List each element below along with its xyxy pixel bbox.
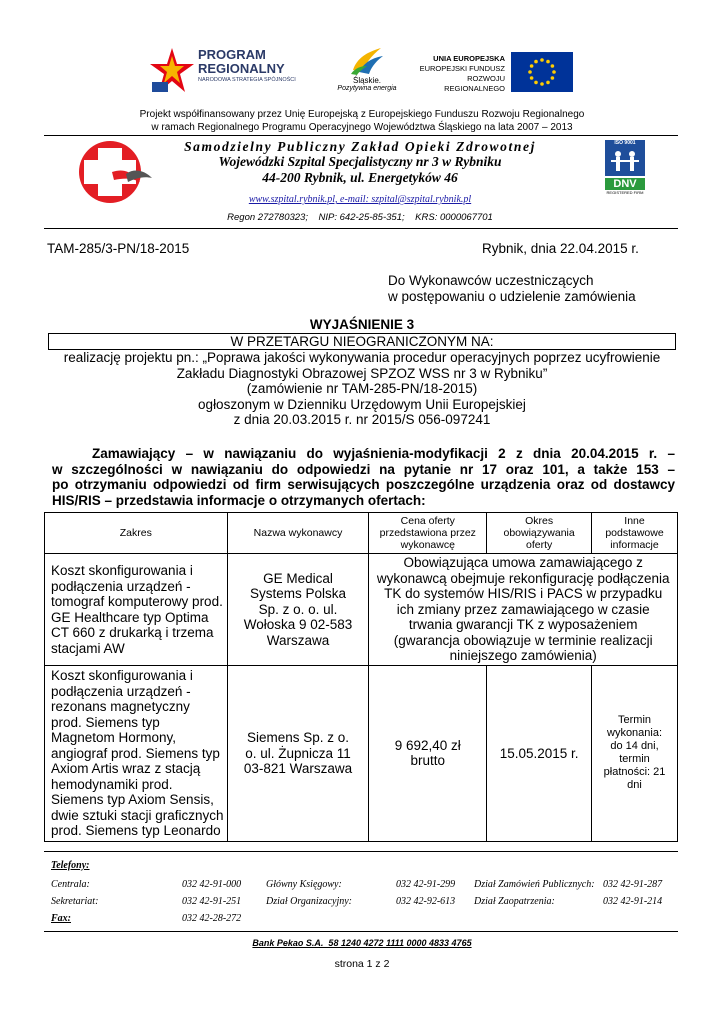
- desc-line-4: ogłoszonym w Dzienniku Urzędowym Unii Europejskiej: [198, 396, 526, 412]
- iso-label: ISO 9001: [605, 140, 645, 146]
- slaskie-line2: Pozytywna energia: [337, 85, 397, 92]
- footer-organizational-phone: 032 42-92-613: [396, 896, 456, 907]
- certificate-figure-icon: [605, 146, 645, 176]
- footer-procurement-phone: 032 42-91-287: [603, 879, 663, 890]
- header-scope: Zakres: [45, 513, 228, 554]
- desc-line-3: (zamówienie nr TAM-285-PN/18-2015): [246, 381, 478, 396]
- eu-line1: UNIA EUROPEJSKA: [433, 54, 505, 63]
- table-row: [45, 554, 678, 666]
- table-row: [45, 666, 678, 842]
- hospital-cross-icon: [70, 138, 158, 208]
- addressee-line-2: w postępowaniu o udzielenie zamówienia: [388, 289, 636, 304]
- slaskie-logo: [332, 44, 402, 98]
- eu-line3: ROZWOJU REGIONALNEGO: [444, 74, 505, 93]
- eu-logo: [405, 52, 575, 96]
- row2-price: 9 692,40 zł brutto: [369, 666, 487, 842]
- footer-rule-2: [44, 931, 678, 932]
- page-number: strona 1 z 2: [334, 958, 390, 970]
- row2-contractor: Siemens Sp. z o. o. ul. Żupnicza 11 03-821 Warszawa: [227, 666, 369, 842]
- document-title: WYJAŚNIENIE 3: [309, 317, 415, 332]
- desc-line-5: z dnia 20.03.2015 r. nr 2015/S 056-097241: [233, 412, 491, 427]
- header-price: Cena oferty przedstawiona przez wykonawcę: [369, 513, 487, 554]
- iso-dnv-certificate: [605, 140, 645, 206]
- program-line2: REGIONALNY: [198, 61, 285, 76]
- dnv-label: DNV: [605, 178, 645, 190]
- row1-scope: Koszt skonfigurowania i podłączenia urządzeń - tomograf komputerowy prod. GE Healthcare typ Optima CT 660 z drukarką i trzema stacjami AW: [45, 554, 228, 666]
- header-other: Inne podstawowe informacje: [592, 513, 678, 554]
- program-regionalny-logo: [150, 44, 310, 98]
- footer-supply-label: Dział Zaopatrzenia:: [474, 896, 555, 907]
- footer-centrala-label: Centrala:: [51, 879, 90, 890]
- document-subtitle: W PRZETARGU NIEOGRANICZONYM NA:: [48, 333, 676, 350]
- paragraph-line-4: HIS/RIS – przedstawia informacje o otrzymanych ofertach:: [52, 492, 426, 508]
- hospital-web-link[interactable]: www.szpital.rybnik.pl, e-mail: szpital@szpital.rybnik.pl: [248, 194, 472, 205]
- desc-line-2: Zakładu Diagnostyki Obrazowej SPZOZ WSS nr 3 w Rybniku”: [176, 365, 548, 381]
- program-line3: NARODOWA STRATEGIA SPÓJNOŚCI: [198, 77, 296, 83]
- row1-contractor: GE Medical Systems Polska Sp. z o. o. ul. Wołoska 9 02-583 Warszawa: [227, 554, 369, 666]
- paragraph-line-2: w szczególności w nawiązaniu do odpowiedzi na pytanie nr 17 oraz 101, a także 153 –: [52, 461, 675, 477]
- letterhead-rule: [44, 228, 678, 229]
- order-description: [30, 350, 694, 428]
- addressee-line-1: Do Wykonawców uczestniczących: [388, 273, 594, 288]
- table-header-row: [45, 513, 678, 554]
- row2-other: Termin wykonania: do 14 dni, termin płatności: 21 dni: [592, 666, 678, 842]
- header-rule: [44, 135, 678, 136]
- slaskie-line1: Śląskie.: [352, 76, 381, 85]
- hospital-name-2: Wojewódzki Szpital Specjalistyczny nr 3 w Rybniku: [218, 154, 502, 169]
- fax-label: Fax:: [51, 913, 71, 924]
- bank-account: Bank Pekao S.A. 58 1240 4272 1111 0000 4833 4765: [252, 938, 472, 948]
- hospital-address: 44-200 Rybnik, ul. Energetyków 46: [262, 170, 458, 185]
- phones-label: Telefony:: [51, 860, 90, 871]
- header-validity: Okres obowiązywania oferty: [487, 513, 592, 554]
- main-paragraph: [52, 446, 675, 508]
- footer-accountant-phone: 032 42-91-299: [396, 879, 456, 890]
- footer-secretariat-label: Sekretariat:: [51, 896, 99, 907]
- footer-supply-phone: 032 42-91-214: [603, 896, 663, 907]
- footer-centrala-phone: 032 42-91-000: [182, 879, 242, 890]
- footer-secretariat-phone: 032 42-91-251: [182, 896, 242, 907]
- eu-line2: EUROPEJSKI FUNDUSZ: [419, 64, 505, 73]
- registered-firm-label: REGISTERED FIRM: [606, 190, 644, 195]
- footer-organizational-label: Dział Organizacyjny:: [266, 896, 353, 907]
- eu-flag-icon: [511, 52, 573, 92]
- footer-procurement-label: Dział Zamówień Publicznych:: [474, 879, 595, 890]
- project-line-1: Projekt współfinansowany przez Unię Europejską z Europejskiego Funduszu Rozwoju Regionalnego: [139, 109, 585, 120]
- hospital-name-1: Samodzielny Publiczny Zakład Opieki Zdrowotnej: [184, 139, 536, 154]
- row2-validity: 15.05.2015 r.: [487, 666, 592, 842]
- project-line-2: w ramach Regionalnego Programu Operacyjnego Województwa Śląskiego na lata 2007 – 2013: [151, 122, 573, 133]
- fax-number: 032 42-28-272: [182, 913, 242, 924]
- hospital-ids: Regon 272780323; NIP: 642-25-85-351; KRS: 0000067701: [227, 212, 493, 223]
- paragraph-line-1: Zamawiający – w nawiązaniu do wyjaśnienia-modyfikacji 2 z dnia 20.04.2015 r. –: [92, 446, 675, 461]
- row1-note: Obowiązująca umowa zamawiającego z wykonawcą obejmuje rekonfigurację podłączenia TK do systemów HIS/RIS i PACS w przypadku ich zmiany przez zamawiającego w czasie trwania gwarancji TK z wyposażeniem (gwarancja obowiązuje w terminie realizacji niniejszego zamówienia): [369, 554, 678, 666]
- header-contractor: Nazwa wykonawcy: [227, 513, 369, 554]
- row2-scope: Koszt skonfigurowania i podłączenia urządzeń - rezonans magnetyczny prod. Siemens typ Magnetom Hormony, angiograf prod. Siemens typ Axiom Artis wraz z stacją hemodynamiki prod. Siemens typ Axiom Sensis, dwie sztuki stacji graficznych prod. Siemens typ Leonardo: [45, 666, 228, 842]
- footer-accountant-label: Główny Księgowy:: [266, 879, 342, 890]
- offers-table: [44, 512, 678, 842]
- desc-line-1: realizację projektu pn.: „Poprawa jakości wykonywania procedur operacyjnych poprzez ucyfrowienie: [63, 350, 661, 365]
- paragraph-line-3: po otrzymaniu odpowiedzi od firm serwisujących poszczególne urządzenia oraz od dostawcy: [52, 477, 675, 492]
- letter-date: Rybnik, dnia 22.04.2015 r.: [482, 241, 639, 256]
- program-line1: PROGRAM: [198, 47, 266, 62]
- footer-rule: [44, 851, 678, 852]
- reference-number: TAM-285/3-PN/18-2015: [47, 241, 190, 256]
